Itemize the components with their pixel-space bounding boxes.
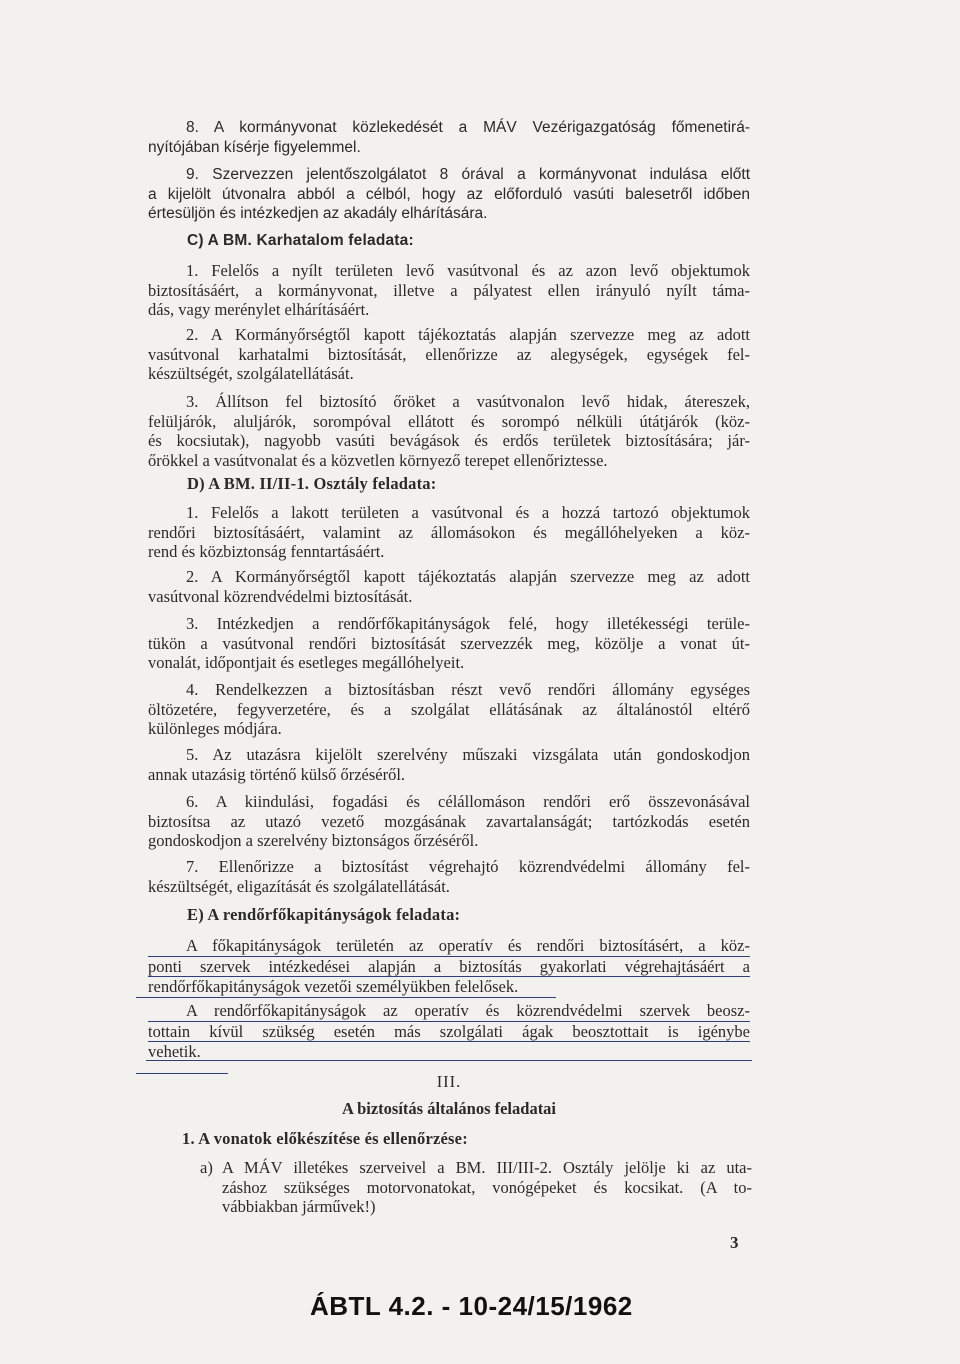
text-line: 8. A kormányvonat közlekedését a MÁV Vezérigazgatóság főmenetirá- [186, 119, 750, 136]
paragraph-e1 [148, 936, 750, 997]
text-line: felüljárók, aluljárók, sorompóval ellátott és sorompó nélküli útátjárók (köz- [148, 411, 750, 431]
text-line: és kocsiutak), nagyobb vasúti bevágások és erdős területek biztosítására; jár- [148, 431, 750, 450]
paragraph-9 [148, 165, 750, 224]
text-line: biztosításáért, a kormányvonat, illetve a pályatest ellen irányuló nyílt táma- [148, 280, 750, 300]
heading-d [187, 474, 436, 494]
text-line: 3. Állítson fel biztosító őröket a vasútvonalon levő hidak, átereszek, [186, 392, 750, 411]
text-line: őrökkel a vasútvonalat és a közvetlen környező terepet ellenőriztesse. [148, 450, 608, 470]
paragraph-d7 [148, 857, 750, 896]
text-line: készültségét, szolgálatellátását. [148, 364, 354, 383]
text-line: A főkapitányságok területén az operatív és rendőri biztosításért, a köz- [148, 936, 750, 957]
text-line: a kijelölt útvonalra abból a célból, hogy az előforduló vasúti balesetről időben [148, 185, 750, 203]
heading-d-text: D) A BM. II/II-1. Osztály feladata: [187, 474, 437, 493]
page-number: 3 [730, 1233, 739, 1252]
text-line: nyítójában kísérje figyelemmel. [148, 138, 361, 156]
heading-e-text: E) A rendőrfőkapitányságok feladata: [187, 905, 461, 924]
text-line: A MÁV illetékes szerveivel a BM. III/III-2. Osztály jelölje ki az uta- [222, 1158, 752, 1177]
text-line: tottain kívül szükség esetén más szolgálati ágak beosztottait is igénybe [148, 1021, 750, 1041]
text-line: rendőrfőkapitányságok vezetői személyükben felelősek. [148, 977, 519, 996]
text-line: biztosítsa az utazó vezető mozgásának zavartalanságát; tartózkodás esetén [148, 811, 750, 831]
heading-c [187, 230, 414, 251]
text-line: értesüljön és intézkedjen az akadály elhárítására. [148, 205, 488, 222]
paragraph-c1 [148, 261, 750, 320]
archive-reference: ÁBTL 4.2. - 10-24/15/1962 [310, 1291, 633, 1321]
text-line: 2. A Kormányőrségtől kapott tájékoztatás alapján szervezze meg az adott [186, 567, 750, 586]
text-line: dás, vagy merénylet elhárításáért. [148, 300, 370, 319]
text-line: 9. Szervezzen jelentőszolgálatot 8 órával a kormányvonat indulása előtt [186, 166, 750, 183]
text-line: vasútvonal karhatalmi biztosítását, ellenőrizze az alegységek, egységek fel- [148, 344, 750, 364]
subheading-1-text: 1. A vonatok előkészítése és ellenőrzése: [182, 1129, 468, 1148]
text-line: rend és közbiztonság fenntartásáért. [148, 542, 385, 561]
text-line: 3. Intézkedjen a rendőrfőkapitányságok felé, hogy illetékességi terüle- [186, 614, 750, 633]
pen-underline [136, 997, 556, 998]
paragraph-d1 [148, 503, 750, 562]
text-line: 1. Felelős a lakott területen a vasútvonal és a hozzá tartozó objektumok [186, 503, 750, 522]
text-line: 2. A Kormányőrségtől kapott tájékoztatás alapján szervezze meg az adott [186, 325, 750, 344]
text-line: gondoskodjon a szerelvény biztonságos őrzéséről. [148, 831, 479, 850]
paragraph-c3 [148, 392, 750, 470]
text-line: A rendőrfőkapitányságok az operatív és közrendvédelmi szervek beosz- [148, 1001, 750, 1022]
text-line: 6. A kiindulási, fogadási és célállomáson rendőri erő összevonásával [186, 792, 750, 811]
heading-e [187, 905, 460, 925]
text-line: záshoz szükséges motorvonatokat, vonógépeket és kocsikat. (A to- [222, 1177, 752, 1197]
text-line: 5. Az utazásra kijelölt szerelvény műszaki vizsgálata után gondoskodjon [186, 745, 750, 764]
text-line: vonalát, időpontjait és esetleges megállóhelyeit. [148, 653, 465, 672]
paragraph-d2 [148, 567, 750, 606]
paragraph-8 [148, 118, 750, 157]
pen-underline [146, 1060, 752, 1061]
list-item-a [200, 1158, 752, 1217]
text-line: vehetik. [148, 1042, 201, 1061]
paragraph-d6 [148, 792, 750, 851]
heading-c-text: C) A BM. Karhatalom feladata: [187, 232, 414, 249]
subheading-1 [182, 1129, 468, 1149]
paragraph-d4 [148, 680, 750, 739]
list-label: a) [200, 1158, 213, 1177]
section-title: A biztosítás általános feladatai [341, 1099, 557, 1118]
text-line: annak utazásig történő külső őrzéséről. [148, 764, 406, 784]
paragraph-c2 [148, 325, 750, 384]
text-line: 4. Rendelkezzen a biztosításban részt vevő rendőri állomány egységes [186, 680, 750, 699]
text-line: 1. Felelős a nyílt területen levő vasútvonal és az azon levő objektumok [186, 261, 750, 280]
section-number: III. [436, 1072, 462, 1091]
paragraph-d5 [148, 745, 750, 784]
text-line: különleges módjára. [148, 719, 282, 738]
paragraph-d3 [148, 614, 750, 673]
text-line: 7. Ellenőrizze a biztosítást végrehajtó közrendvédelmi állomány fel- [186, 857, 750, 876]
list-item-body [222, 1158, 752, 1217]
text-line: rendőri biztosításáért, valamint az állomásokon és megállóhelyeken a köz- [148, 522, 750, 542]
paragraph-e2 [148, 1001, 750, 1062]
text-line: tükön a vasútvonal rendőri biztosítását szervezzék meg, közölje a vonat út- [148, 633, 750, 653]
text-line: vasútvonal közrendvédelmi biztosítását. [148, 586, 413, 606]
text-line: készültségét, eligazítását és szolgálatellátását. [148, 876, 450, 896]
text-line: vábbiakban járművek!) [222, 1197, 376, 1216]
text-line: ponti szervek intézkedései alapján a biztosítás gyakorlati végrehajtásáért a [148, 956, 750, 976]
text-line: öltözetére, fegyverzetére, és a szolgálat ellátásának az általánostól eltérő [148, 699, 750, 719]
